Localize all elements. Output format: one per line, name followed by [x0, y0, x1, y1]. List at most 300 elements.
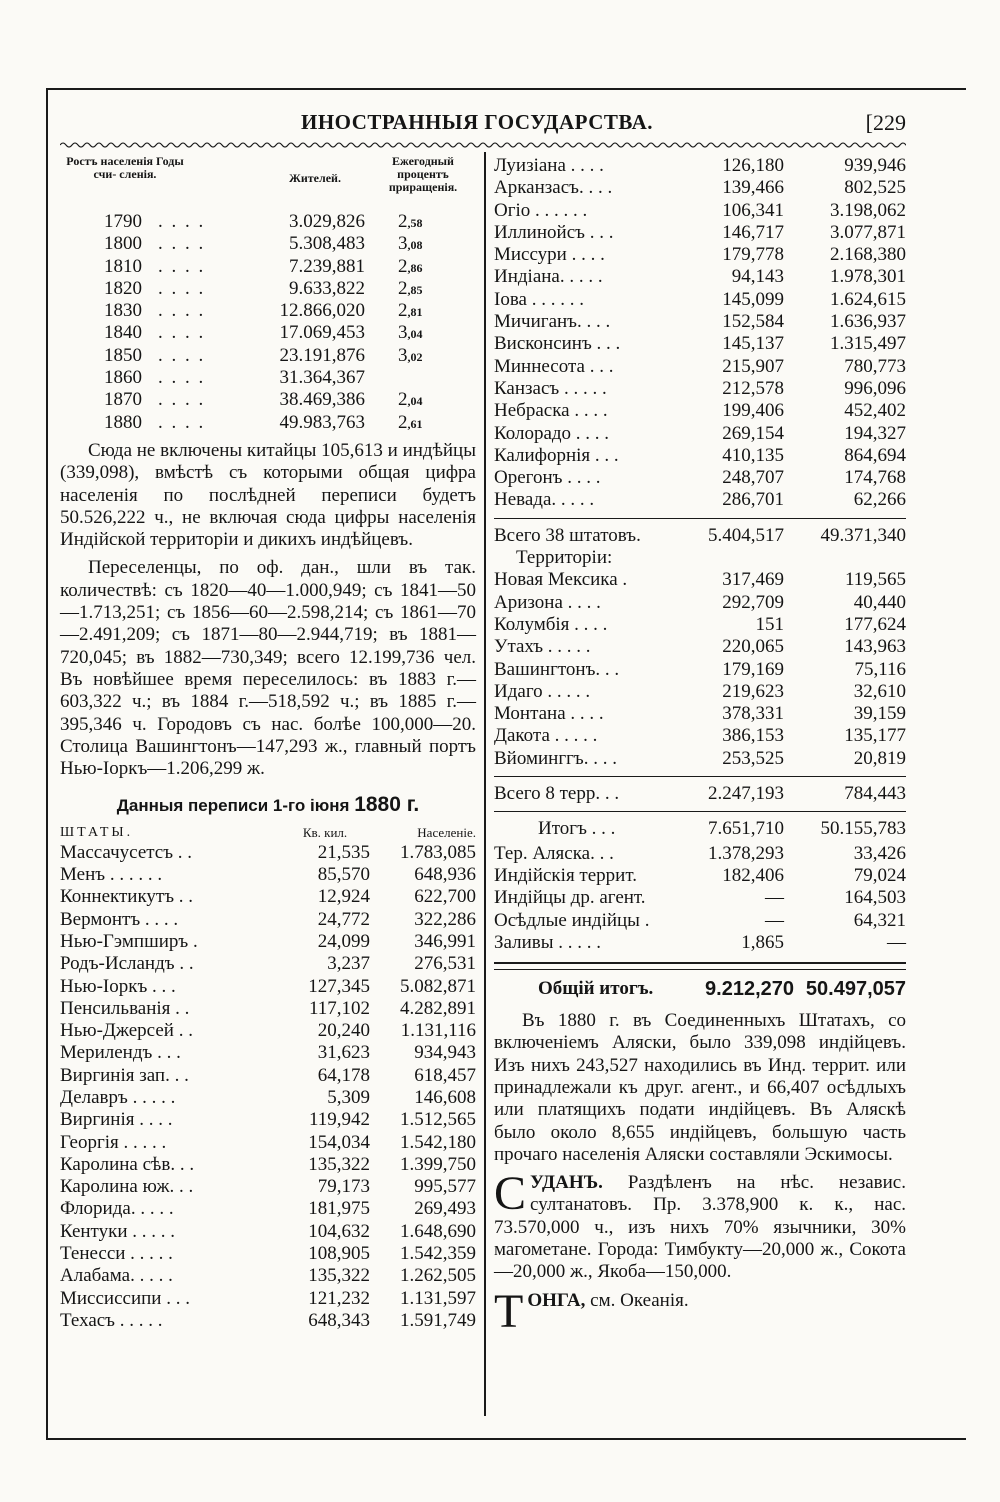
row-area: 410,135 [722, 444, 784, 466]
row-area: 253,525 [722, 747, 784, 769]
row-population: 20,819 [853, 747, 906, 769]
growth-year: 1820 [104, 277, 142, 299]
territory-row [494, 703, 906, 725]
sudan-text: Раздѣленъ на нѣс. независ. султанатовъ. Пр. 3.378,900 к. к., нас. 73.570,000 ч., изъ нихъ 70% язычники, 30% магометане. Города: Тимбукту—20,000 ж., Сокота—20,000 ж., Якоба—150,000. [494, 1172, 906, 1283]
growth-percent-int: 3 [398, 344, 408, 366]
growth-inhabitants: 3.029,826 [289, 211, 365, 232]
wavy-rule [60, 140, 906, 150]
row-area: 179,778 [722, 244, 784, 266]
row-population: 174,768 [844, 467, 906, 489]
state-population: 1.131,116 [400, 1020, 476, 1042]
growth-year: 1860 [104, 367, 142, 389]
growth-col-inhabitants: Жителей. [289, 171, 341, 185]
row-population: 784,443 [844, 783, 906, 805]
state-population: 1.512,565 [400, 1109, 476, 1131]
growth-percent-dec: ,04 [407, 394, 423, 409]
leader-dots: . . . . [158, 389, 206, 411]
state-population: 276,531 [414, 953, 476, 975]
state-name: Пенсильванія . . [60, 997, 190, 1019]
growth-year: 1870 [104, 389, 142, 411]
state-name: Вермонтъ . . . . [60, 908, 179, 930]
leader-dots: . . . . [158, 344, 206, 366]
growth-inhabitants: 23.191,876 [279, 344, 365, 366]
growth-year: 1790 [104, 211, 142, 232]
leader-dots: . . . . [158, 233, 206, 255]
growth-year: 1880 [104, 411, 142, 433]
row-area: 248,707 [722, 467, 784, 489]
state-name: Каролина юж. . . [60, 1176, 194, 1198]
row-name: Висконсинъ . . . [494, 333, 621, 355]
growth-percent-int: 3 [398, 233, 408, 255]
row-area: 145,137 [722, 333, 784, 355]
row-area: 2.247,193 [708, 783, 784, 805]
state-name: Нью-Джерсей . . [60, 1020, 193, 1042]
state-row [494, 445, 906, 467]
state-row [494, 467, 906, 489]
growth-col-percent: Ежегодный процентъ приращенія. [388, 154, 458, 194]
tonga-heading: ОНГА, [527, 1289, 586, 1311]
row-area: 182,406 [722, 864, 784, 886]
row-area: 152,584 [722, 311, 784, 333]
state-row [60, 1221, 476, 1243]
row-name: Аризона . . . . [494, 591, 601, 613]
growth-percent [398, 345, 423, 368]
row-population: 177,624 [844, 613, 906, 635]
row-name: Тер. Аляска. . . [494, 842, 614, 864]
state-row [494, 200, 906, 222]
growth-percent-int: 2 [398, 277, 408, 299]
state-population: 4.282,891 [400, 997, 476, 1019]
state-population: 1.783,085 [400, 841, 476, 863]
growth-percent-int: 2 [398, 411, 408, 433]
census-title-text: Данныя переписи 1-го іюня [116, 796, 350, 816]
territory-row [494, 636, 906, 658]
state-name: Тенесси . . . . . [60, 1243, 173, 1265]
state-row [494, 489, 906, 511]
state-population: 648,936 [414, 864, 476, 886]
state-name: Коннектикутъ . . [60, 886, 194, 908]
growth-table [60, 211, 476, 434]
state-name: Менъ . . . . . . [60, 864, 163, 886]
row-area: 7.651,710 [708, 818, 784, 840]
state-area: 104,632 [308, 1220, 370, 1242]
territory-row [494, 681, 906, 703]
growth-inhabitants: 17.069,453 [279, 322, 365, 344]
row-name: Вйоминггъ. . . . [494, 747, 617, 769]
double-rule [494, 962, 906, 970]
growth-col-years: Ростъ населенія Годы счи- сленія. [66, 154, 184, 181]
row-area: 199,406 [722, 400, 784, 422]
state-area: 79,173 [317, 1176, 370, 1198]
page-title: ИНОСТРАННЫЯ ГОСУДАРСТВА. [300, 110, 654, 134]
column-divider [484, 152, 486, 1416]
row-name: Арканзасъ. . . . [494, 177, 613, 199]
census-col-states: ШТАТЫ. [60, 824, 134, 840]
growth-percent [398, 300, 423, 323]
leader-dots: . . . . [158, 300, 206, 322]
state-row [60, 1176, 476, 1198]
territories-label: Территоріи: [516, 547, 613, 569]
row-name: Колумбія . . . . [494, 613, 608, 635]
row-population: 32,610 [853, 680, 906, 702]
state-population: 1.399,750 [400, 1153, 476, 1175]
row-name: Общій итогъ. [538, 978, 654, 1000]
growth-year: 1840 [104, 322, 142, 344]
state-area: 108,905 [308, 1243, 370, 1265]
growth-percent-int: 3 [398, 322, 408, 344]
census-title-year: 1880 г. [354, 793, 420, 817]
state-row [494, 266, 906, 288]
state-area: 3,237 [327, 953, 370, 975]
state-area: 181,975 [308, 1198, 370, 1220]
growth-row [60, 211, 476, 233]
left-column [60, 155, 476, 1332]
row-name: Миссури . . . . [494, 244, 605, 266]
growth-row [60, 256, 476, 278]
growth-inhabitants: 5.308,483 [289, 233, 365, 255]
state-area: 127,345 [308, 975, 370, 997]
state-row [60, 1087, 476, 1109]
state-row [60, 1154, 476, 1176]
row-population: 79,024 [853, 864, 906, 886]
territory-row [494, 569, 906, 591]
state-population: 322,286 [414, 908, 476, 930]
growth-percent-dec: ,81 [407, 305, 423, 320]
row-area: 220,065 [722, 636, 784, 658]
row-area: 292,709 [722, 591, 784, 613]
row-area: 145,099 [722, 288, 784, 310]
state-area: 21,535 [317, 841, 370, 863]
state-row [60, 1065, 476, 1087]
state-row [60, 1198, 476, 1220]
row-name: Индіана. . . . . [494, 266, 603, 288]
row-population: 33,426 [853, 842, 906, 864]
state-row [60, 842, 476, 864]
territories-table [494, 569, 906, 770]
state-population: 618,457 [414, 1064, 476, 1086]
state-area: 121,232 [308, 1287, 370, 1309]
row-name: Иллинойсъ . . . [494, 221, 614, 243]
state-row [60, 1265, 476, 1287]
table-rule [494, 776, 906, 777]
row-area: 378,331 [722, 703, 784, 725]
state-row [494, 244, 906, 266]
row-name: Небраска . . . . [494, 400, 608, 422]
growth-percent-dec: ,08 [407, 238, 423, 253]
census-title [60, 794, 476, 817]
territory-row [494, 725, 906, 747]
state-row [494, 333, 906, 355]
growth-percent-int: 2 [398, 300, 408, 322]
state-row [60, 976, 476, 998]
row-area: 9.212,270 [705, 978, 794, 1001]
growth-percent-int: 2 [398, 255, 408, 277]
row-population: 39,159 [853, 703, 906, 725]
state-area: 85,570 [317, 864, 370, 886]
state-population: 1.542,359 [400, 1243, 476, 1265]
state-population: 146,608 [414, 1086, 476, 1108]
census-table-header [60, 822, 476, 842]
territory-row [494, 614, 906, 636]
page-number: [229 [865, 110, 906, 135]
state-row [494, 155, 906, 177]
states-continued-table [494, 155, 906, 512]
state-row [60, 1020, 476, 1042]
state-area: 20,240 [317, 1020, 370, 1042]
state-name: Виргинія зап. . . [60, 1064, 189, 1086]
growth-row [60, 233, 476, 255]
growth-inhabitants: 31.364,367 [279, 367, 365, 389]
state-name: Родъ-Исландъ . . [60, 953, 194, 975]
row-population: — [887, 931, 906, 953]
state-population: 1.591,749 [400, 1309, 476, 1331]
state-row [494, 222, 906, 244]
growth-percent [398, 211, 423, 234]
row-area: 151 [755, 613, 784, 635]
row-area: 212,578 [722, 377, 784, 399]
row-population: 1.624,615 [830, 288, 906, 310]
state-area: 24,099 [317, 930, 370, 952]
state-name: Георгія . . . . . [60, 1131, 167, 1153]
state-name: Кентуки . . . . . [60, 1220, 176, 1242]
row-population: 802,525 [844, 177, 906, 199]
state-row [60, 1243, 476, 1265]
growth-percent [398, 278, 423, 301]
sudan-initial: С [494, 1167, 527, 1221]
row-population: 164,503 [844, 887, 906, 909]
state-area: 12,924 [317, 886, 370, 908]
growth-row [60, 412, 476, 434]
state-name: Техасъ . . . . . [60, 1309, 163, 1331]
state-row [60, 1109, 476, 1131]
state-row [494, 378, 906, 400]
state-row [60, 998, 476, 1020]
state-name: Делавръ . . . . . [60, 1086, 176, 1108]
row-area: 5.404,517 [708, 524, 784, 546]
row-population: 119,565 [844, 569, 906, 591]
growth-row [60, 389, 476, 411]
table-rule [494, 811, 906, 812]
territory-row [494, 592, 906, 614]
growth-percent-dec: ,02 [407, 349, 423, 364]
extra-row [494, 910, 906, 932]
growth-year: 1800 [104, 233, 142, 255]
growth-row [60, 345, 476, 367]
state-name: Нью-Іоркъ . . . [60, 975, 176, 997]
state-area: 154,034 [308, 1131, 370, 1153]
row-population: 143,963 [844, 636, 906, 658]
state-row [60, 1310, 476, 1332]
note-paragraph: Сюда не включены китайцы 105,613 и индѣйцы (339,098), вмѣстѣ съ которыми общая цифра населенія по послѣдней переписи будетъ 50.526,222 ч., не включая сюда цифры населенія Индійской территоріи и дикихъ индѣйцевъ. [60, 439, 476, 551]
growth-inhabitants: 9.633,822 [289, 277, 365, 299]
leader-dots: . . . . [158, 322, 206, 344]
row-population: 135,177 [844, 725, 906, 747]
row-name: Монтана . . . . [494, 703, 604, 725]
row-name: Всего 8 терр. . . [494, 783, 620, 805]
growth-percent-dec: ,61 [407, 416, 423, 431]
row-population: 62,266 [853, 489, 906, 511]
growth-year: 1830 [104, 300, 142, 322]
leader-dots: . . . . [158, 277, 206, 299]
state-population: 346,991 [414, 930, 476, 952]
row-population: 452,402 [844, 400, 906, 422]
census-col-area: Кв. кил. [302, 824, 348, 840]
state-name: Каролина сѣв. . . [60, 1153, 195, 1175]
state-area: 64,178 [317, 1064, 370, 1086]
row-population: 194,327 [844, 422, 906, 444]
sudan-heading: УДАНЪ. [530, 1172, 603, 1194]
row-area: 1.378,293 [708, 842, 784, 864]
leader-dots: . . . . [158, 411, 206, 433]
row-name: Осѣдлые индійцы . [494, 909, 650, 931]
growth-inhabitants: 49.983,763 [279, 411, 365, 433]
territories-label-row [494, 547, 906, 569]
row-name: Утахъ . . . . . [494, 636, 591, 658]
row-area: — [765, 909, 784, 931]
row-name: Вашингтонъ. . . [494, 658, 620, 680]
tonga-initial: Т [494, 1284, 524, 1338]
itog-row [494, 818, 906, 840]
state-name: Алабама. . . . . [60, 1265, 173, 1287]
row-name: Калифорнія . . . [494, 444, 619, 466]
row-area: 94,143 [731, 266, 784, 288]
row-population: 49.371,340 [820, 524, 906, 546]
row-name: Невада. . . . . [494, 489, 595, 511]
row-area: 1,865 [741, 931, 784, 953]
state-row [60, 953, 476, 975]
state-area: 31,623 [317, 1042, 370, 1064]
growth-table-header [60, 155, 476, 211]
growth-row [60, 278, 476, 300]
row-population: 3.077,871 [830, 221, 906, 243]
row-population: 75,116 [854, 658, 906, 680]
growth-row [60, 300, 476, 322]
state-area: 117,102 [308, 997, 370, 1019]
census-col-population: Населеніе. [417, 824, 476, 840]
state-population: 269,493 [414, 1198, 476, 1220]
row-area: 139,466 [722, 177, 784, 199]
row-population: 996,096 [844, 377, 906, 399]
row-area: 106,341 [722, 199, 784, 221]
leader-dots: . . . . [158, 367, 206, 389]
growth-inhabitants: 7.239,881 [289, 255, 365, 277]
state-name: Миссиссипи . . . [60, 1287, 190, 1309]
extra-row [494, 843, 906, 865]
extra-row [494, 887, 906, 909]
row-population: 50.155,783 [820, 818, 906, 840]
row-name: Іова . . . . . . [494, 288, 584, 310]
extra-table [494, 843, 906, 954]
row-name: Миннесота . . . [494, 355, 614, 377]
growth-percent-dec: ,86 [407, 260, 423, 275]
state-row [494, 356, 906, 378]
row-area: 215,907 [722, 355, 784, 377]
state-row [60, 1042, 476, 1064]
row-population: 50.497,057 [805, 978, 906, 1001]
state-row [494, 311, 906, 333]
state-area: 135,322 [308, 1153, 370, 1175]
states-total-row [494, 525, 906, 547]
growth-percent [398, 389, 423, 412]
row-name: Индійскія террит. [494, 864, 637, 886]
state-row [60, 886, 476, 908]
row-population: 939,946 [844, 155, 906, 176]
row-population: 2.168,380 [830, 244, 906, 266]
growth-percent [398, 256, 423, 279]
row-population: 864,694 [844, 444, 906, 466]
growth-percent-dec: ,04 [407, 327, 423, 342]
state-name: Флорида. . . . . [60, 1198, 174, 1220]
state-row [60, 1132, 476, 1154]
state-population: 1.262,505 [400, 1265, 476, 1287]
state-population: 1.542,180 [400, 1131, 476, 1153]
table-rule [494, 518, 906, 519]
state-name: Виргинія . . . . [60, 1109, 173, 1131]
row-name: Индійцы др. агент. [494, 887, 646, 909]
territory-row [494, 659, 906, 681]
growth-percent-int: 2 [398, 211, 408, 232]
growth-percent-int: 2 [398, 389, 408, 411]
row-population: 780,773 [844, 355, 906, 377]
row-area: 386,153 [722, 725, 784, 747]
row-name: Колорадо . . . . [494, 422, 610, 444]
row-population: 1.978,301 [830, 266, 906, 288]
state-row [494, 177, 906, 199]
row-name: Заливы . . . . . [494, 931, 602, 953]
row-area: 286,701 [722, 489, 784, 511]
alaska-paragraph: Въ 1880 г. въ Соединенныхъ Штатахъ, со включеніемъ Аляски, было 339,098 индійцевъ. Изъ нихъ 243,527 находились въ Инд. террит. или принадлежали къ друг. агент., и 66,407 осѣдлыхъ или платящихъ подати индійцевъ. Въ Аляскѣ было около 8,655 индійцевъ, большую часть прочаго населенія Аляски составляли Эскимосы. [494, 1010, 906, 1165]
state-population: 934,943 [414, 1042, 476, 1064]
row-name: Огіо . . . . . . [494, 199, 588, 221]
leader-dots: . . . . [158, 255, 206, 277]
territory-row [494, 748, 906, 770]
growth-year: 1810 [104, 255, 142, 277]
state-population: 1.131,597 [400, 1287, 476, 1309]
row-name: Мичиганъ. . . . [494, 311, 611, 333]
row-population: 1.315,497 [830, 333, 906, 355]
state-row [60, 1288, 476, 1310]
state-area: 135,322 [308, 1265, 370, 1287]
state-row [60, 931, 476, 953]
state-area: 5,309 [327, 1086, 370, 1108]
state-name: Нью-Гэмпширъ . [60, 930, 198, 952]
state-population: 5.082,871 [400, 975, 476, 997]
growth-percent-dec: ,58 [407, 216, 423, 230]
growth-percent [398, 322, 423, 345]
row-name: Итогъ . . . [538, 818, 616, 840]
growth-percent [398, 233, 423, 256]
extra-row [494, 865, 906, 887]
growth-percent [398, 412, 423, 435]
growth-row [60, 322, 476, 344]
state-name: Массачусетсъ . . [60, 841, 193, 863]
leader-dots: . . . . [158, 211, 206, 232]
state-name: Мерилендъ . . . [60, 1042, 181, 1064]
row-area: 146,717 [722, 221, 784, 243]
page-header [48, 110, 906, 140]
state-row [494, 289, 906, 311]
tonga-text: см. Океанія. [585, 1289, 689, 1311]
row-name: Луизіана . . . . [494, 155, 604, 176]
grand-total-row [494, 978, 906, 1002]
row-name: Всего 38 штатовъ. [494, 524, 641, 546]
row-name: Дакота . . . . . [494, 725, 598, 747]
growth-percent-dec: ,85 [407, 282, 423, 297]
growth-inhabitants: 38.469,386 [279, 389, 365, 411]
growth-inhabitants: 12.866,020 [279, 300, 365, 322]
row-population: 40,440 [853, 591, 906, 613]
row-area: 269,154 [722, 422, 784, 444]
